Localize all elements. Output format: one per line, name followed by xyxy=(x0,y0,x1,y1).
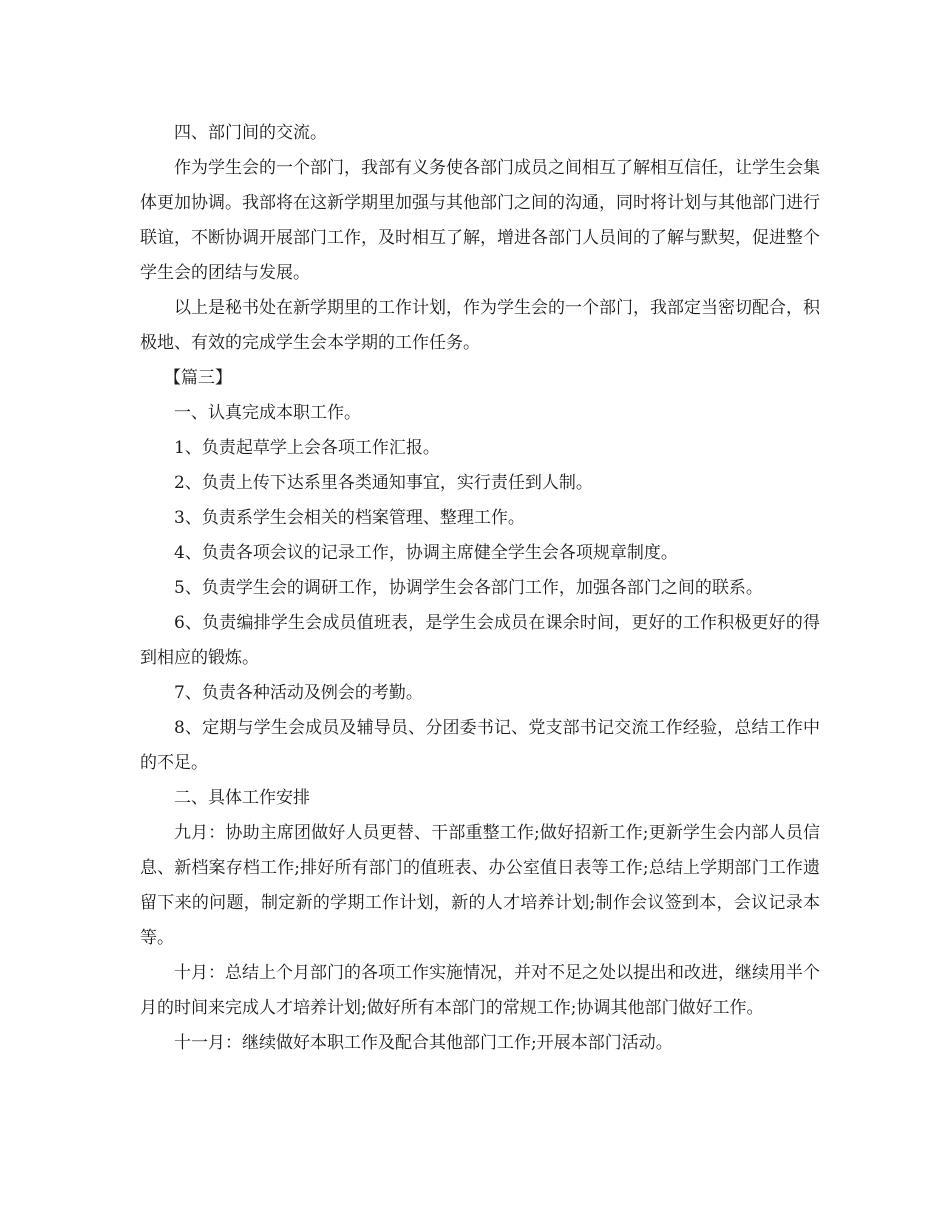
paragraph-communication: 作为学生会的一个部门，我部有义务使各部门成员之间相互了解相互信任，让学生会集体更加协调。我部将在这新学期里加强与其他部门之间的沟通，同时将计划与其他部门进行联谊，不断协调开展部门工作，及时相互了解，增进各部门人员间的了解与默契，促进整个学生会的团结与发展。 xyxy=(140,158,820,283)
list-item-duty-4: 4、负责各项会议的记录工作，协调主席健全学生会各项规章制度。 xyxy=(174,543,678,563)
section-heading-duties: 一、认真完成本职工作。 xyxy=(174,403,361,423)
chapter-heading: 【篇三】 xyxy=(164,368,232,388)
schedule-october: 十月：总结上个月部门的各项工作实施情况，并对不足之处以提出和改进，继续用半个月的时间来完成人才培养计划;做好所有本部门的常规工作;协调其他部门做好工作。 xyxy=(140,963,820,1018)
section-heading-communication: 四、部门间的交流。 xyxy=(174,123,327,143)
list-item-duty-7: 7、负责各种活动及例会的考勤。 xyxy=(174,683,423,703)
schedule-november: 十一月：继续做好本职工作及配合其他部门工作;开展本部门活动。 xyxy=(174,1033,673,1053)
list-item-duty-8: 8、定期与学生会成员及辅导员、分团委书记、党支部书记交流工作经验，总结工作中的不足。 xyxy=(140,718,820,773)
list-item-duty-6: 6、负责编排学生会成员值班表，是学生会成员在课余时间，更好的工作积极更好的得到相应的锻炼。 xyxy=(140,613,820,668)
list-item-duty-2: 2、负责上传下达系里各类通知事宜，实行责任到人制。 xyxy=(174,473,593,493)
document-body xyxy=(140,116,820,1061)
list-item-duty-5: 5、负责学生会的调研工作，协调学生会各部门工作，加强各部门之间的联系。 xyxy=(174,578,763,598)
list-item-duty-1: 1、负责起草学上会各项工作汇报。 xyxy=(174,438,440,458)
section-heading-schedule: 二、具体工作安排 xyxy=(174,788,310,808)
list-item-duty-3: 3、负责系学生会相关的档案管理、整理工作。 xyxy=(174,508,525,528)
paragraph-summary: 以上是秘书处在新学期里的工作计划，作为学生会的一个部门，我部定当密切配合，积极地、有效的完成学生会本学期的工作任务。 xyxy=(140,298,820,353)
schedule-september: 九月：协助主席团做好人员更替、干部重整工作;做好招新工作;更新学生会内部人员信息、新档案存档工作;排好所有部门的值班表、办公室值日表等工作;总结上学期部门工作遗留下来的问题，制定新的学期工作计划，新的人才培养计划;制作会议签到本，会议记录本等。 xyxy=(140,823,820,948)
